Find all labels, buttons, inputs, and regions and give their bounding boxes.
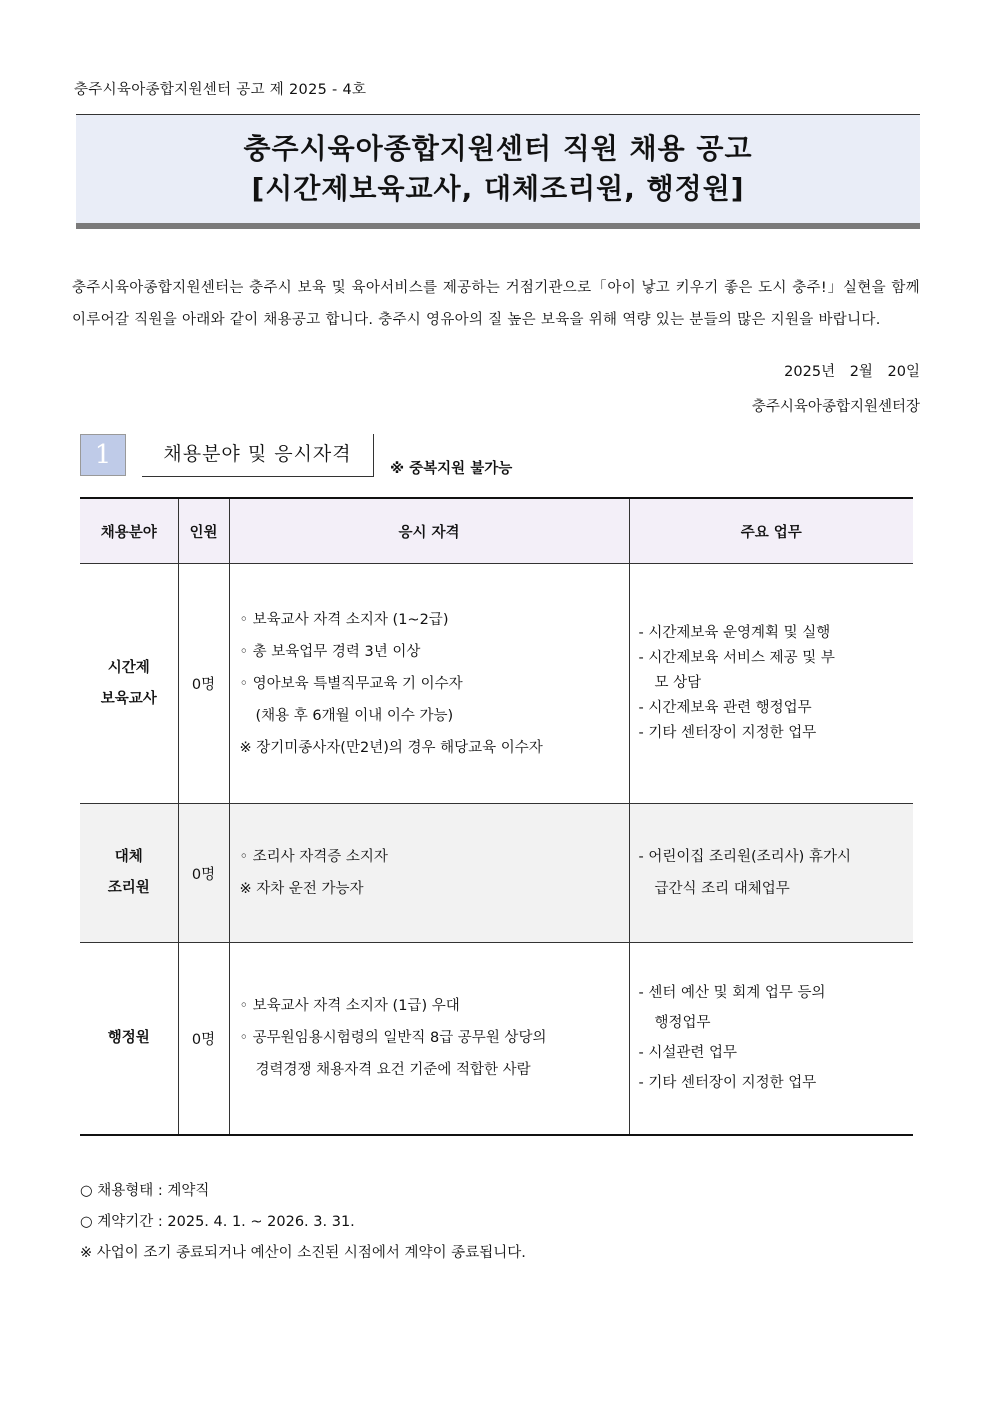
duty-item: - 기타 센터장이 지정한 업무 (638, 1075, 817, 1092)
row-category (80, 804, 178, 943)
title-box (76, 114, 920, 229)
qualification-item: 경력경쟁 채용자격 요건 기준에 적합한 사람 (255, 1062, 531, 1079)
duty-item: - 시설관련 업무 (638, 1045, 737, 1062)
page-title: 충주시육아종합지원센터 직원 채용 공고 (243, 132, 753, 165)
employment-type: ○ 채용형태 : 계약직 (80, 1183, 210, 1199)
duty-item: - 어린이집 조리원(조리사) 휴가시 (638, 849, 851, 865)
signer: 충주시육아종합지원센터장 (751, 399, 920, 415)
category-line: 시간제 (107, 659, 150, 676)
category-line: 조리원 (107, 880, 150, 896)
row-duties (629, 564, 913, 804)
category-line: 행정원 (107, 1029, 150, 1046)
recruitment-table (80, 497, 913, 1136)
notice-number: 충주시육아종합지원센터 공고 제 2025 - 4호 (74, 82, 367, 98)
qualification-item: ◦ 조리사 자격증 소지자 (239, 849, 388, 865)
qualification-item: (채용 후 6개월 이내 이수 가능) (255, 707, 454, 724)
header-qualifications: 응시 자격 (229, 498, 629, 564)
intro-paragraph: 충주시육아종합지원센터는 충주시 보육 및 육아서비스를 제공하는 거점기관으로「아이 낳고 키우기 좋은 도시 충주!」실현을 함께 이루어갈 직원을 아래와 같이 채용공고 합니다. 충주시 영유아의 질 높은 보육을 위해 역량 있는 분들의 많은 지원을 바랍니다. (72, 280, 920, 328)
header-duties: 주요 업무 (629, 498, 913, 564)
section-title: 채용분야 및 응시자격 (142, 434, 374, 477)
page-subtitle: [시간제보육교사, 대체조리원, 행정원] (251, 172, 745, 205)
row-count: 0명 (178, 564, 229, 804)
table-row (80, 804, 913, 943)
row-qualifications (229, 943, 629, 1135)
row-category (80, 943, 178, 1135)
qualification-item: ※ 자차 운전 가능자 (239, 881, 364, 897)
qualification-item: ◦ 보육교사 자격 소지자 (1급) 우대 (239, 998, 460, 1015)
section-number: 1 (80, 434, 126, 476)
contract-period: ○ 계약기간 : 2025. 4. 1. ~ 2026. 3. 31. (80, 1214, 355, 1230)
header-category: 채용분야 (80, 498, 178, 564)
notice-date: 2025년 2월 20일 (784, 364, 920, 380)
duty-item: - 시간제보육 운영계획 및 실행 (638, 625, 831, 641)
section-note: ※ 중복지원 불가능 (390, 461, 513, 477)
table-row (80, 564, 913, 804)
duty-item: - 기타 센터장이 지정한 업무 (638, 725, 817, 741)
row-duties (629, 804, 913, 943)
row-qualifications (229, 564, 629, 804)
qualification-item: ◦ 보육교사 자격 소지자 (1~2급) (239, 611, 449, 628)
duty-item: - 시간제보육 서비스 제공 및 부 (638, 650, 835, 666)
duty-item: - 시간제보육 관련 행정업무 (638, 700, 812, 716)
contract-notice: ※ 사업이 조기 종료되거나 예산이 소진된 시점에서 계약이 종료됩니다. (80, 1245, 526, 1261)
category-line: 대체 (114, 849, 143, 865)
row-qualifications (229, 804, 629, 943)
table-header-row (80, 498, 913, 564)
qualification-item: ◦ 공무원임용시험령의 일반직 8급 공무원 상당의 (239, 1030, 547, 1047)
qualification-item: ◦ 총 보육업무 경력 3년 이상 (239, 643, 421, 660)
footer-notes (80, 1176, 526, 1269)
qualification-item: ※ 장기미종사자(만2년)의 경우 해당교육 이수자 (239, 739, 543, 756)
duty-item: 행정업무 (654, 1015, 711, 1032)
row-duties (629, 943, 913, 1135)
row-count: 0명 (178, 943, 229, 1135)
duty-item: 모 상담 (654, 675, 702, 691)
duty-item: - 센터 예산 및 회계 업무 등의 (638, 985, 826, 1002)
header-count: 인원 (178, 498, 229, 564)
row-category (80, 564, 178, 804)
category-line: 보육교사 (100, 690, 157, 707)
duty-item: 급간식 조리 대체업무 (654, 881, 790, 897)
qualification-item: ◦ 영아보육 특별직무교육 기 이수자 (239, 675, 463, 692)
row-count: 0명 (178, 804, 229, 943)
table-row (80, 943, 913, 1135)
